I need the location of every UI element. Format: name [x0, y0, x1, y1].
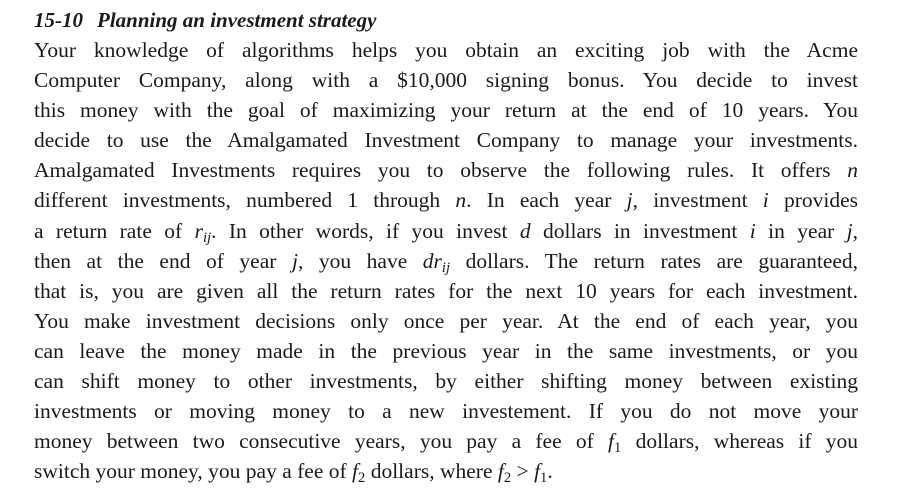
math-j: j: [626, 188, 633, 213]
math-r-ij: $r_{ij}$: [194, 218, 212, 246]
text-line-8: then at the end of year j, you have $dr_{ij}$ dollars. The return rates are guaranteed,: [34, 248, 859, 276]
text-line-6: different investments, numbered 1 through n. In each year j, investment i provides: [34, 188, 859, 213]
greater-than-sign: >: [516, 459, 529, 484]
problem-number: 15-10: [34, 8, 83, 32]
math-i: i: [762, 188, 769, 213]
text-line-2: Computer Company, along with a $10,000 signing bonus. You decide to invest: [34, 68, 858, 93]
text-line-9: that is, you are given all the return rates for the next 10 years for each investment.: [34, 278, 858, 303]
math-j: j: [846, 218, 853, 243]
math-d: d: [519, 218, 531, 243]
math-f1: $f_1$: [534, 459, 548, 487]
text-line-13: investments or moving money to a new investement. If you do not move your: [34, 399, 858, 424]
math-n: n: [847, 158, 859, 183]
math-f1: $f_1$: [608, 429, 622, 457]
text-line-1: Your knowledge of algorithms helps you obtain an exciting job with the Acme: [34, 38, 858, 62]
math-n: n: [455, 188, 467, 213]
text-line-10: You make investment decisions only once per year. At the end of each year, you: [34, 308, 858, 333]
text-line-12: can shift money to other investments, by either shifting money between existing: [34, 369, 858, 394]
problem-title: Planning an investment strategy: [97, 8, 377, 32]
math-d-r-ij: $dr_{ij}$: [422, 248, 451, 276]
problem-heading: [34, 6, 858, 34]
text-line-11: can leave the money made in the previous year in the same investments, or you: [34, 338, 858, 363]
math-f2: $f_2$: [497, 459, 512, 487]
text-line-5: Amalgamated Investments requires you to observe the following rules. It offers n: [34, 158, 859, 183]
math-f2: $f_2$: [352, 459, 366, 487]
text-line-4: decide to use the Amalgamated Investment Company to manage your investments.: [34, 128, 858, 153]
text-line-14: money between two consecutive years, you pay a fee of $f_1$ dollars, whereas if you: [34, 429, 859, 457]
math-j: j: [291, 248, 298, 273]
text-line-3: this money with the goal of maximizing your return at the end of 10 years. You: [34, 98, 858, 123]
math-i: i: [749, 218, 756, 243]
problem-block: [34, 6, 858, 486]
text-line-7: a return rate of $r_{ij}$. In other words, if you invest d dollars in investment i in year j,: [34, 218, 859, 246]
text-line-15: switch your money, you pay a fee of $f_2$ dollars, where $f_2 > f_1$.: [34, 459, 553, 487]
